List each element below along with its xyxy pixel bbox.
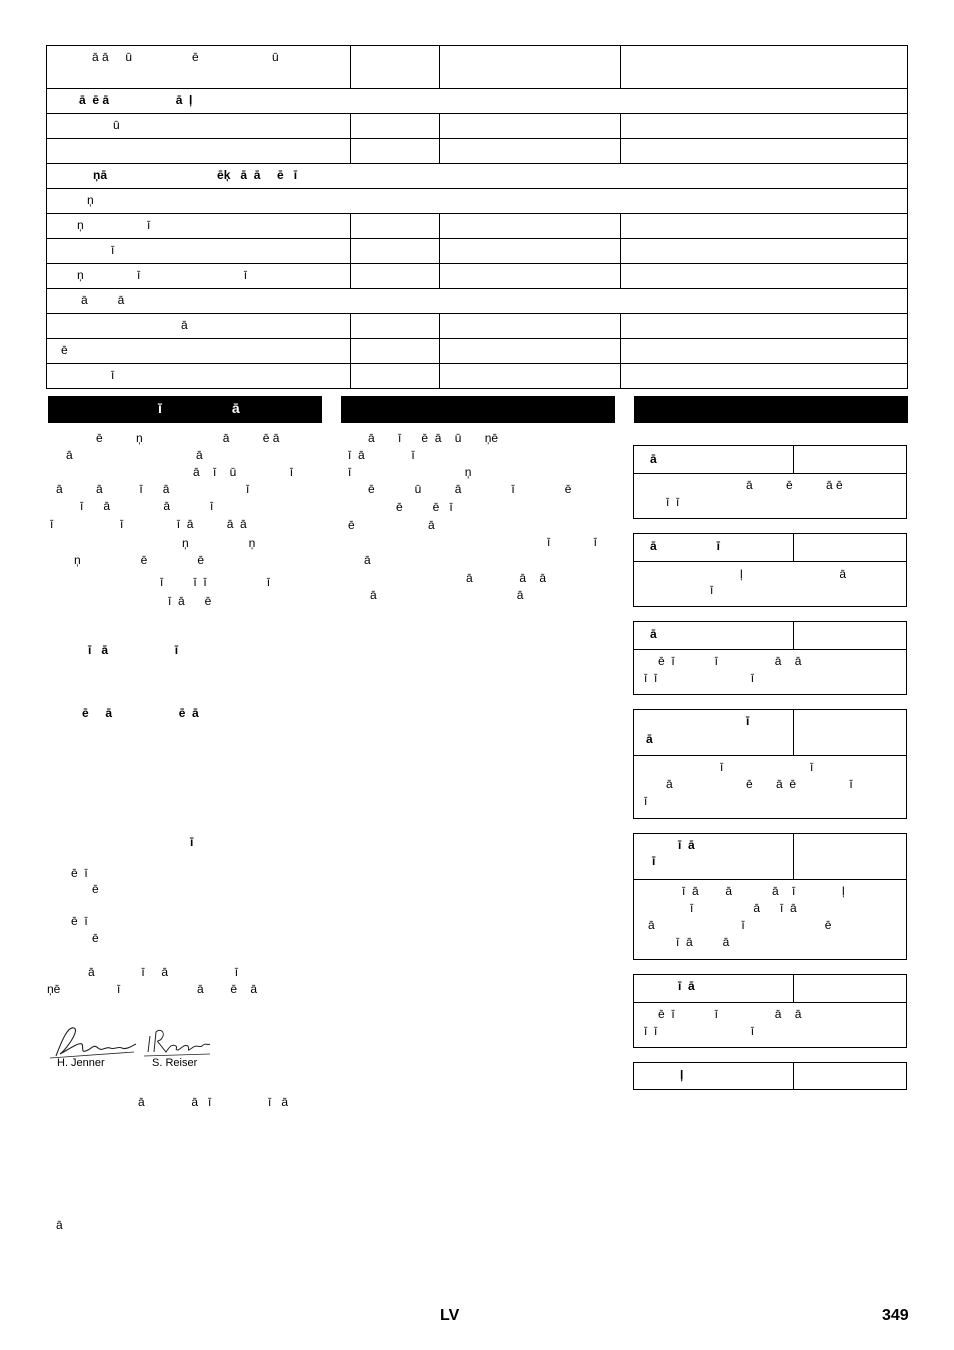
info-box-title: ā ī: [650, 539, 721, 553]
text-line: ā ā: [370, 588, 524, 602]
text-line: ā ī ē: [648, 918, 832, 932]
text-line: ī: [710, 583, 714, 597]
table-cell: [351, 239, 440, 264]
table-cell: [440, 114, 621, 139]
text-line: ī ā ē: [168, 594, 212, 608]
row-label: ī: [111, 368, 115, 382]
text-line: ā ē ā ē ī: [666, 777, 853, 791]
table-cell: [47, 339, 351, 364]
divider: [793, 710, 794, 755]
text-line: ē ī ī ā ā: [658, 654, 802, 668]
group-heading-cell: [47, 164, 908, 189]
table-row: [47, 339, 908, 364]
text-line: ē ī: [71, 866, 88, 880]
table-row: [47, 114, 908, 139]
table-cell: [47, 114, 351, 139]
header-label: ā ā ū ē ū: [92, 50, 279, 64]
text-line: ā: [56, 1218, 63, 1232]
text-line: ņ ē ē: [74, 553, 205, 567]
text-line: ī ā ī ā: [690, 901, 797, 915]
table-cell: [351, 339, 440, 364]
text-line: ā ī ā ī: [88, 965, 239, 979]
info-box-header: [634, 1063, 906, 1089]
info-box-header: [634, 622, 906, 650]
info-box: [633, 445, 907, 519]
text-line: ī ī: [720, 760, 814, 774]
group-heading-cell: [47, 189, 908, 214]
table-cell: [351, 264, 440, 289]
info-box: [633, 533, 907, 607]
info-box-title: ļ: [680, 1068, 684, 1082]
divider: [793, 446, 794, 473]
info-box-header: [634, 834, 906, 880]
text-line: ī ī: [547, 535, 598, 549]
table-cell: [351, 114, 440, 139]
row-label: ē: [61, 343, 68, 357]
table-cell: [47, 314, 351, 339]
table-cell: [440, 314, 621, 339]
table-cell: [621, 139, 908, 164]
text-line: ē: [92, 882, 99, 896]
text-line: ā ē ā ē: [746, 478, 843, 492]
row-label: ņ ī ī: [77, 268, 248, 282]
text-line: ā ī ū ī: [193, 465, 294, 479]
info-box-title: ī ā: [678, 838, 695, 852]
text-line: ī ī: [666, 495, 680, 509]
section-bar-right: [634, 396, 908, 423]
info-box-title: ā: [650, 452, 657, 466]
table-cell: [440, 214, 621, 239]
divider: [793, 975, 794, 1002]
text-line: ā: [364, 553, 371, 567]
divider: [793, 534, 794, 561]
table-cell: [351, 139, 440, 164]
text-line: ī ā ā: [676, 935, 730, 949]
table-row: [47, 214, 908, 239]
table-header-row: [47, 46, 908, 89]
signature-name: S. Reiser: [152, 1057, 198, 1069]
text-line: ē ī ī ā ā: [658, 1007, 802, 1021]
specification-table: [46, 45, 908, 389]
row-label: ī: [111, 243, 115, 257]
text-line: ī ā ā ī: [80, 499, 214, 513]
table-group-row: [47, 289, 908, 314]
text-line: ā ā ī ā ī: [56, 482, 250, 496]
text-line: ē ē ī: [396, 500, 453, 514]
text-line: ņ ņ: [182, 536, 256, 550]
group-heading-cell: [47, 89, 908, 114]
table-row: [47, 239, 908, 264]
info-box-body: [634, 650, 906, 694]
table-row: [47, 139, 908, 164]
group-heading-cell: [47, 289, 908, 314]
text-line: ī ņ: [348, 465, 472, 479]
table-cell: [621, 114, 908, 139]
text-line: ā ā: [66, 448, 203, 462]
text-line: ī ī ī ā ā ā: [50, 517, 247, 531]
table-cell: [351, 214, 440, 239]
table-cell: [47, 239, 351, 264]
table-cell: [47, 214, 351, 239]
table-cell: [621, 214, 908, 239]
table-cell: [621, 339, 908, 364]
info-box-title: ī: [746, 714, 750, 728]
divider: [793, 622, 794, 649]
text-line: ā ā ī ī ā: [138, 1095, 289, 1109]
table-cell: [621, 364, 908, 389]
row-label: ā: [181, 318, 188, 332]
section-bar-left: [48, 396, 322, 423]
info-box-title: ā: [650, 627, 657, 641]
page-number: 349: [882, 1307, 909, 1324]
sub-heading: ī: [190, 835, 194, 849]
table-header-cell: [440, 46, 621, 89]
text-line: ē ņ ā ē ā: [96, 431, 280, 445]
text-line: ī: [644, 794, 648, 808]
row-label: ū: [113, 118, 120, 132]
table-row: [47, 264, 908, 289]
info-box-body: [634, 562, 906, 606]
table-cell: [621, 239, 908, 264]
table-cell: [440, 239, 621, 264]
table-cell: [47, 139, 351, 164]
table-cell: [47, 264, 351, 289]
table-row: [47, 314, 908, 339]
text-line: ā ī ē ā ū ņē: [368, 431, 499, 445]
table-cell: [621, 314, 908, 339]
text-line: ē ū ā ī ē: [368, 482, 572, 496]
group-heading: ņā ēķ ā ā ē ī: [93, 168, 298, 182]
info-box-body: [634, 880, 906, 959]
info-box-title: ī: [652, 854, 656, 868]
text-line: ī ī ī: [644, 1024, 755, 1038]
language-code: LV: [440, 1307, 460, 1324]
table-cell: [440, 364, 621, 389]
info-box-title: ī ā: [678, 979, 695, 993]
info-box-body: [634, 474, 906, 518]
table-group-row: [47, 89, 908, 114]
table-cell: [440, 139, 621, 164]
info-box: [633, 709, 907, 819]
signature-jenner: [48, 1020, 138, 1062]
table-row: [47, 364, 908, 389]
sub-heading: ē ā ē ā: [82, 706, 199, 720]
divider: [793, 1063, 794, 1089]
row-label: ņ ī: [77, 218, 151, 232]
table-group-row: [47, 164, 908, 189]
table-cell: [47, 364, 351, 389]
info-box-header: [634, 534, 906, 562]
info-box-body: [634, 1003, 906, 1047]
info-box-title: ā: [646, 732, 653, 746]
info-box-header: [634, 710, 906, 756]
info-box: [633, 833, 907, 960]
info-box: [633, 1062, 907, 1090]
info-box: [633, 621, 907, 695]
info-box: [633, 974, 907, 1048]
sub-heading: ī ā ī: [88, 643, 179, 657]
table-cell: [621, 264, 908, 289]
table-cell: [351, 314, 440, 339]
info-box-header: [634, 975, 906, 1003]
info-box-body: [634, 756, 906, 818]
table-header-cell: [621, 46, 908, 89]
section-title: ī ā: [158, 400, 240, 416]
table-header-cell: [351, 46, 440, 89]
table-cell: [440, 339, 621, 364]
table-cell: [440, 264, 621, 289]
group-heading: ā ē ā ā ļ: [79, 93, 193, 107]
text-line: ī ī ī ī: [160, 575, 271, 589]
table-cell: [351, 364, 440, 389]
text-line: ā ā ā: [466, 571, 547, 585]
group-heading: ā ā: [81, 293, 125, 307]
text-line: ē ī: [71, 914, 88, 928]
divider: [793, 834, 794, 879]
text-line: ņē ī ā ē ā: [47, 982, 258, 996]
info-box-header: [634, 446, 906, 474]
signature-reiser: [144, 1026, 214, 1058]
text-line: ī ā ī: [348, 448, 415, 462]
text-line: ē: [92, 931, 99, 945]
table-group-row: [47, 189, 908, 214]
text-line: ļ ā: [740, 567, 847, 581]
table-header-cell: [47, 46, 351, 89]
group-heading: ņ: [87, 193, 94, 207]
signature-name: H. Jenner: [57, 1057, 105, 1069]
text-line: ī ā ā ā ī ļ: [682, 884, 845, 898]
section-bar-middle: [341, 396, 615, 423]
text-line: ī ī ī: [644, 671, 755, 685]
text-line: ē ā: [348, 518, 435, 532]
